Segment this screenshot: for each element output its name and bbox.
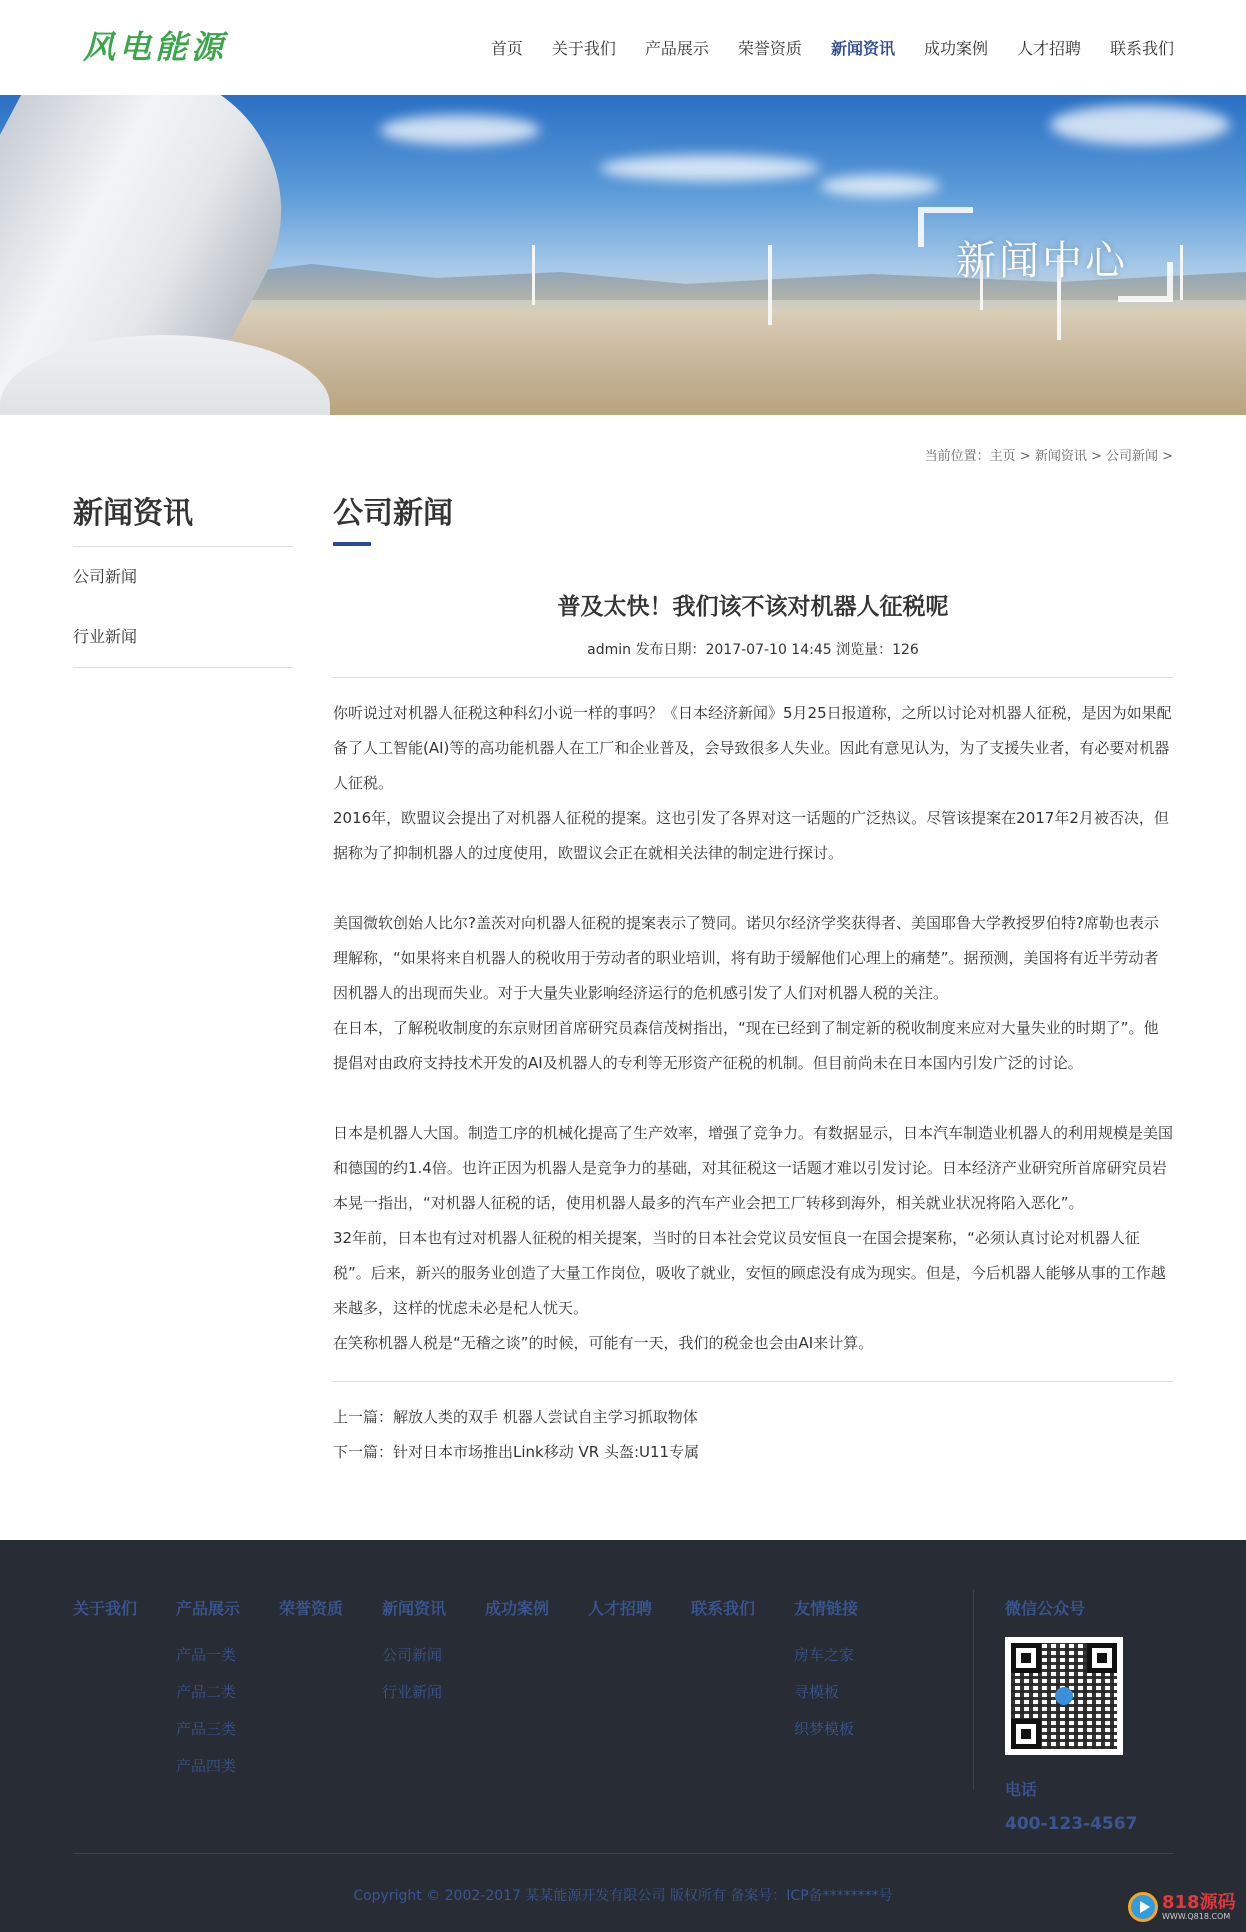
footer-link[interactable]: 行业新闻 [382, 1683, 443, 1701]
section-title: 公司新闻 [333, 496, 453, 531]
footer-link[interactable]: 产品四类 [176, 1757, 237, 1775]
footer-head-links: 友情链接 [794, 1599, 859, 1618]
site-logo[interactable]: 风电能源 [83, 28, 228, 66]
footer-head-about[interactable]: 关于我们 [73, 1599, 138, 1618]
footer-col-links [794, 1596, 858, 1748]
footer-col-products [176, 1596, 240, 1785]
wind-turbine-graphic [768, 245, 772, 325]
qr-finder [1087, 1643, 1117, 1673]
play-icon [1128, 1892, 1158, 1922]
footer-link[interactable]: 公司新闻 [382, 1646, 443, 1664]
prev-article [333, 1400, 1173, 1435]
nav-news[interactable]: 新闻资讯 [830, 39, 895, 58]
nav-jobs[interactable]: 人才招聘 [1016, 39, 1081, 58]
news-banner [0, 95, 1246, 415]
next-article [333, 1435, 1173, 1470]
footer-col-honors [279, 1596, 343, 1637]
footer-col-jobs [588, 1596, 652, 1637]
qr-finder [1011, 1719, 1041, 1749]
nav-products[interactable]: 产品展示 [644, 39, 709, 58]
footer-wechat [1005, 1596, 1137, 1834]
banner-title-frame [918, 207, 1173, 302]
qr-center-logo [1055, 1687, 1073, 1705]
article-paragraph: 在日本，了解税收制度的东京财团首席研究员森信茂树指出，“现在已经到了制定新的税收制度来应对大量失业的时期了”。他提倡对由政府支持技术开发的AI及机器人的专利等无形资产征税的机制。但目前尚未在日本国内引发广泛的讨论。 [333, 1019, 1159, 1072]
banner-title: 新闻中心 [956, 238, 1128, 284]
article-meta: admin 发布日期：2017-07-10 14:45 浏览量：126 [333, 639, 1173, 678]
breadcrumb[interactable]: 当前位置：主页 > 新闻资讯 > 公司新闻 > [924, 449, 1173, 464]
footer-col-about [73, 1596, 137, 1637]
footer-head-cases[interactable]: 成功案例 [485, 1599, 550, 1618]
prev-article-link[interactable]: 解放人类的双手 机器人尝试自主学习抓取物体 [393, 1408, 698, 1426]
wechat-heading: 微信公众号 [1005, 1599, 1086, 1618]
badge-brand: 818源码 [1162, 1891, 1236, 1913]
footer-head-contact[interactable]: 联系我们 [691, 1599, 756, 1618]
footer-divider [973, 1590, 974, 1790]
article-paragraph: 美国微软创始人比尔?盖茨对向机器人征税的提案表示了赞同。诺贝尔经济学奖获得者、美国耶鲁大学教授罗伯特?席勒也表示理解称，“如果将来自机器人的税收用于劳动者的职业培训，将有助于缓解他们心理上的痛楚”。据预测，美国将有近半劳动者因机器人的出现而失业。对于大量失业影响经济运行的危机感引发了人们对机器人税的关注。 [333, 914, 1159, 1002]
sidebar [73, 488, 293, 668]
wind-turbine-graphic [532, 245, 535, 305]
footer-head-jobs[interactable]: 人才招聘 [588, 1599, 653, 1618]
footer-head-honors[interactable]: 荣誉资质 [279, 1599, 344, 1618]
footer-link[interactable]: 产品一类 [176, 1646, 237, 1664]
footer-divider [73, 1853, 1173, 1854]
article-paragraph: 32年前，日本也有过对机器人征税的相关提案，当时的日本社会党议员安恒良一在国会提案称，“必须认真讨论对机器人征税”。后来，新兴的服务业创造了大量工作岗位，吸收了就业，安恒的顾虑没有成为现实。但是，今后机器人能够从事的工作越来越多，这样的忧虑未必是杞人忧天。 [333, 1229, 1166, 1317]
site-header [0, 0, 1246, 95]
nav-contact[interactable]: 联系我们 [1109, 39, 1174, 58]
footer-col-cases [485, 1596, 549, 1637]
source-badge[interactable] [1128, 1892, 1236, 1922]
badge-url: WWW.Q818.COM [1162, 1911, 1231, 1921]
footer-link[interactable]: 织梦模板 [794, 1720, 855, 1738]
nav-about[interactable]: 关于我们 [551, 39, 616, 58]
next-label: 下一篇： [333, 1443, 394, 1461]
footer-head-products[interactable]: 产品展示 [176, 1599, 241, 1618]
footer-col-contact [691, 1596, 755, 1637]
article-paragraph: 在笑称机器人税是“无稽之谈”的时候，可能有一天，我们的税金也会由AI来计算。 [333, 1334, 874, 1352]
article-body [333, 696, 1173, 1382]
next-article-link[interactable]: 针对日本市场推出Link移动 VR 头盔:U11专属 [393, 1443, 700, 1461]
wechat-qr-code [1005, 1637, 1123, 1755]
nav-cases[interactable]: 成功案例 [923, 39, 988, 58]
copyright: Copyright © 2002-2017 某某能源开发有限公司 版权所有 备案号：ICP备********号 [353, 1888, 893, 1904]
section-title-underline [333, 542, 371, 546]
banner-cloud [380, 115, 540, 145]
site-footer [0, 1540, 1246, 1932]
phone-number: 400-123-4567 [1005, 1814, 1138, 1834]
article-paragraph: 你听说过对机器人征税这种科幻小说一样的事吗？《日本经济新闻》5月25日报道称，之所以讨论对机器人征税，是因为如果配备了人工智能(AI)等的高功能机器人在工厂和企业普及，会导致很多人失业。因此有意见认为，为了支援失业者，有必要对机器人征税。 [333, 704, 1172, 792]
badge-text [1162, 1891, 1236, 1921]
prev-label: 上一篇： [333, 1408, 394, 1426]
wind-turbine-graphic [1180, 245, 1183, 300]
article-title: 普及太快！我们该不该对机器人征税呢 [557, 594, 949, 620]
nav-home[interactable]: 首页 [490, 39, 523, 58]
main-nav [462, 36, 1174, 59]
banner-cloud [820, 175, 940, 197]
banner-cloud [1050, 105, 1230, 145]
footer-link[interactable]: 产品二类 [176, 1683, 237, 1701]
footer-link[interactable]: 房车之家 [794, 1646, 855, 1664]
banner-cloud [600, 155, 820, 181]
phone-heading: 电话 [1005, 1780, 1038, 1799]
nav-honors[interactable]: 荣誉资质 [737, 39, 802, 58]
sidebar-list [73, 547, 293, 668]
sidebar-item-company-news[interactable]: 公司新闻 [73, 567, 138, 586]
qr-finder [1011, 1643, 1041, 1673]
prev-next-nav [333, 1400, 1173, 1470]
main-content [333, 488, 1173, 1470]
sidebar-item-industry-news[interactable]: 行业新闻 [73, 627, 138, 646]
footer-head-news[interactable]: 新闻资讯 [382, 1599, 447, 1618]
article-paragraph: 2016年，欧盟议会提出了对机器人征税的提案。这也引发了各界对这一话题的广泛热议。尽管该提案在2017年2月被否决，但据称为了抑制机器人的过度使用，欧盟议会正在就相关法律的制定进行探讨。 [333, 809, 1169, 862]
footer-col-news [382, 1596, 446, 1711]
article-paragraph: 日本是机器人大国。制造工序的机械化提高了生产效率，增强了竞争力。有数据显示，日本汽车制造业机器人的利用规模是美国和德国的约1.4倍。也许正因为机器人是竞争力的基础，对其征税这一话题才难以引发讨论。日本经济产业研究所首席研究员岩本晃一指出，“对机器人征税的话，使用机器人最多的汽车产业会把工厂转移到海外，相关就业状况将陷入恶化”。 [333, 1124, 1174, 1212]
sidebar-title: 新闻资讯 [73, 488, 293, 547]
footer-link[interactable]: 产品三类 [176, 1720, 237, 1738]
footer-link[interactable]: 寻模板 [794, 1683, 840, 1701]
